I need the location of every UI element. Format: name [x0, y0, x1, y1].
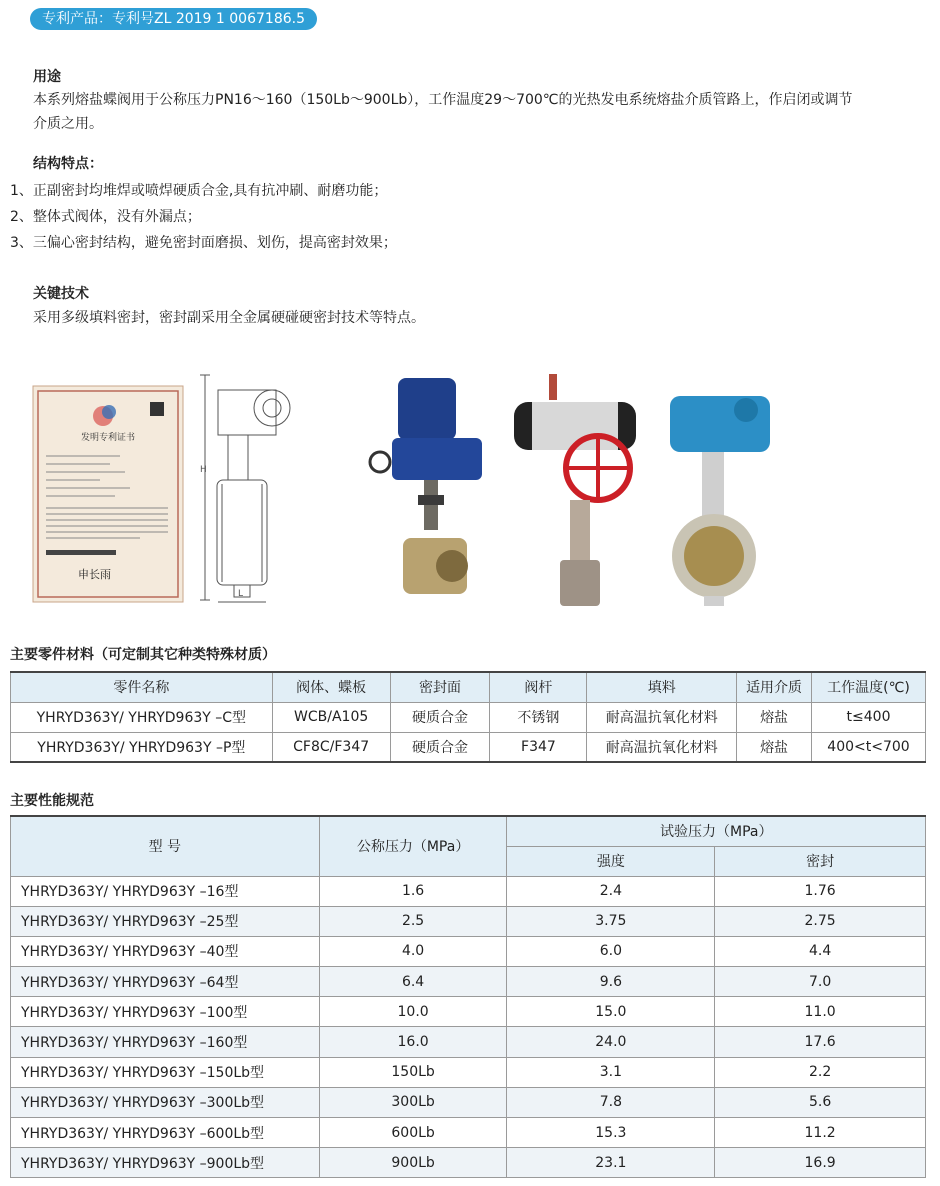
- materials-cell: YHRYD363Y/ YHRYD963Y –C型: [11, 702, 273, 732]
- dimension-h-label: H: [200, 465, 207, 475]
- materials-cell: 400<t<700: [812, 732, 926, 762]
- performance-value-cell: 15.3: [507, 1118, 715, 1148]
- performance-table: [10, 815, 926, 1178]
- materials-header-body-disc: 阀体、蝶板: [272, 672, 390, 702]
- materials-row: [11, 732, 926, 762]
- performance-model-cell: YHRYD363Y/ YHRYD963Y –150Lb型: [11, 1057, 320, 1087]
- performance-row: [11, 1027, 926, 1057]
- performance-model-cell: YHRYD363Y/ YHRYD963Y –25型: [11, 906, 320, 936]
- performance-value-cell: 2.5: [319, 906, 507, 936]
- usage-title: 用途: [33, 69, 61, 85]
- performance-value-cell: 1.6: [319, 876, 507, 906]
- performance-value-cell: 300Lb: [319, 1087, 507, 1117]
- materials-row: [11, 702, 926, 732]
- performance-value-cell: 2.2: [715, 1057, 926, 1087]
- materials-header-seal-face: 密封面: [390, 672, 490, 702]
- materials-cell: 硬质合金: [390, 732, 490, 762]
- performance-value-cell: 23.1: [507, 1148, 715, 1178]
- performance-header-seal: 密封: [715, 846, 926, 876]
- materials-cell: 耐高温抗氧化材料: [587, 702, 737, 732]
- materials-header-part-name: 零件名称: [11, 672, 273, 702]
- dimension-l-label: L: [238, 589, 244, 599]
- performance-value-cell: 900Lb: [319, 1148, 507, 1178]
- materials-title: 主要零件材料（可定制其它种类特殊材质）: [10, 647, 276, 663]
- performance-model-cell: YHRYD363Y/ YHRYD963Y –16型: [11, 876, 320, 906]
- performance-header-row: [11, 816, 926, 846]
- performance-value-cell: 11.2: [715, 1118, 926, 1148]
- performance-value-cell: 6.4: [319, 967, 507, 997]
- performance-row: [11, 906, 926, 936]
- performance-row: [11, 1118, 926, 1148]
- materials-table: [10, 671, 926, 763]
- performance-row: [11, 967, 926, 997]
- performance-model-cell: YHRYD363Y/ YHRYD963Y –64型: [11, 967, 320, 997]
- materials-cell: 不锈钢: [490, 702, 587, 732]
- materials-cell: t≤400: [812, 702, 926, 732]
- performance-row: [11, 1148, 926, 1178]
- performance-row: [11, 936, 926, 966]
- performance-value-cell: 6.0: [507, 936, 715, 966]
- materials-header-stem: 阀杆: [490, 672, 587, 702]
- materials-cell: YHRYD363Y/ YHRYD963Y –P型: [11, 732, 273, 762]
- performance-value-cell: 15.0: [507, 997, 715, 1027]
- patent-badge: 专利产品：专利号ZL 2019 1 0067186.5: [30, 8, 317, 30]
- performance-row: [11, 997, 926, 1027]
- key-tech-title: 关键技术: [33, 286, 89, 302]
- certificate-heading: 发明专利证书: [80, 433, 136, 443]
- structure-item-2: 2、整体式阀体，没有外漏点；: [10, 209, 201, 225]
- performance-header-strength: 强度: [507, 846, 715, 876]
- performance-value-cell: 11.0: [715, 997, 926, 1027]
- materials-cell: 熔盐: [737, 702, 812, 732]
- performance-value-cell: 5.6: [715, 1087, 926, 1117]
- materials-header-row: [11, 672, 926, 702]
- performance-header-pressure: 公称压力（MPa）: [319, 816, 507, 876]
- technical-drawing: [200, 375, 290, 602]
- performance-model-cell: YHRYD363Y/ YHRYD963Y –600Lb型: [11, 1118, 320, 1148]
- materials-header-temperature: 工作温度(℃): [812, 672, 926, 702]
- performance-model-cell: YHRYD363Y/ YHRYD963Y –40型: [11, 936, 320, 966]
- structure-title: 结构特点：: [33, 156, 103, 172]
- performance-header-test: 试验压力（MPa）: [507, 816, 926, 846]
- materials-cell: F347: [490, 732, 587, 762]
- performance-value-cell: 16.0: [319, 1027, 507, 1057]
- performance-value-cell: 150Lb: [319, 1057, 507, 1087]
- performance-model-cell: YHRYD363Y/ YHRYD963Y –100型: [11, 997, 320, 1027]
- performance-value-cell: 1.76: [715, 876, 926, 906]
- performance-header-model: 型 号: [11, 816, 320, 876]
- performance-row: [11, 1057, 926, 1087]
- certificate-signature: 申长雨: [78, 568, 111, 581]
- materials-cell: 耐高温抗氧化材料: [587, 732, 737, 762]
- materials-header-packing: 填料: [587, 672, 737, 702]
- performance-row: [11, 1087, 926, 1117]
- performance-title: 主要性能规范: [10, 793, 94, 809]
- usage-text-line1: 本系列熔盐蝶阀用于公称压力PN16～160（150Lb～900Lb），工作温度29～700℃的光热发电系统熔盐介质管路上，作启闭或调节: [33, 92, 853, 108]
- product-figures: [0, 360, 940, 620]
- materials-cell: CF8C/F347: [272, 732, 390, 762]
- materials-cell: 熔盐: [737, 732, 812, 762]
- materials-cell: WCB/A105: [272, 702, 390, 732]
- performance-model-cell: YHRYD363Y/ YHRYD963Y –300Lb型: [11, 1087, 320, 1117]
- usage-text-line2: 介质之用。: [33, 116, 103, 132]
- performance-value-cell: 3.75: [507, 906, 715, 936]
- electric-actuator-valve-image: [370, 378, 482, 594]
- performance-value-cell: 7.8: [507, 1087, 715, 1117]
- performance-model-cell: YHRYD363Y/ YHRYD963Y –160型: [11, 1027, 320, 1057]
- gear-operated-valve-image: [670, 396, 770, 606]
- performance-value-cell: 2.4: [507, 876, 715, 906]
- performance-value-cell: 16.9: [715, 1148, 926, 1178]
- performance-value-cell: 4.4: [715, 936, 926, 966]
- structure-item-3: 3、三偏心密封结构，避免密封面磨损、划伤，提高密封效果；: [10, 235, 397, 251]
- performance-value-cell: 24.0: [507, 1027, 715, 1057]
- materials-header-medium: 适用介质: [737, 672, 812, 702]
- performance-value-cell: 600Lb: [319, 1118, 507, 1148]
- structure-item-1: 1、正副密封均堆焊或喷焊硬质合金,具有抗冲刷、耐磨功能；: [10, 183, 388, 199]
- performance-value-cell: 10.0: [319, 997, 507, 1027]
- performance-value-cell: 17.6: [715, 1027, 926, 1057]
- performance-model-cell: YHRYD363Y/ YHRYD963Y –900Lb型: [11, 1148, 320, 1178]
- materials-cell: 硬质合金: [390, 702, 490, 732]
- pneumatic-actuator-valve-image: [514, 374, 636, 606]
- key-tech-text: 采用多级填料密封，密封副采用全金属硬碰硬密封技术等特点。: [33, 310, 425, 326]
- patent-certificate-image: [33, 386, 183, 602]
- performance-value-cell: 9.6: [507, 967, 715, 997]
- performance-value-cell: 7.0: [715, 967, 926, 997]
- performance-value-cell: 4.0: [319, 936, 507, 966]
- performance-row: [11, 876, 926, 906]
- performance-value-cell: 3.1: [507, 1057, 715, 1087]
- performance-value-cell: 2.75: [715, 906, 926, 936]
